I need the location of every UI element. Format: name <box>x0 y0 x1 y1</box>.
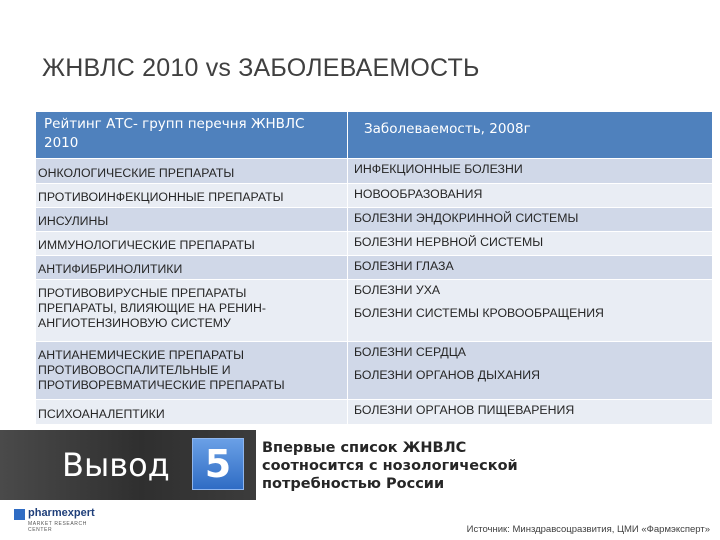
table-cell-right-line: БОЛЕЗНИ ГЛАЗА <box>354 259 454 273</box>
conclusion-label: Вывод <box>62 446 170 484</box>
table-cell-left: ПСИХОАНАЛЕПТИКИ <box>36 400 348 424</box>
table-cell-right-line: ИНФЕКЦИОННЫЕ БОЛЕЗНИ <box>354 162 523 176</box>
logo-subtitle: MARKET RESEARCH CENTER <box>28 521 87 533</box>
conclusion-number: 5 <box>192 438 244 490</box>
table-cell-right-line: БОЛЕЗНИ ОРГАНОВ ПИЩЕВАРЕНИЯ <box>354 403 575 417</box>
table-cell-right-line: БОЛЕЗНИ УХА <box>354 283 441 297</box>
table-row <box>36 207 712 231</box>
table-cell-right-line: НОВООБРАЗОВАНИЯ <box>354 187 483 201</box>
comparison-table <box>36 112 712 424</box>
header-left: Рейтинг АТС- групп перечня ЖНВЛС 2010 <box>36 112 348 158</box>
table-cell-right <box>348 400 712 424</box>
table-cell-right <box>348 342 712 399</box>
table-row <box>36 399 712 424</box>
logo-square-icon <box>14 509 25 520</box>
conclusion-text: Впервые список ЖНВЛС соотносится с нозологической потребностью России <box>262 440 518 492</box>
table-row <box>36 183 712 207</box>
table-cell-left: АНТИАНЕМИЧЕСКИЕ ПРЕПАРАТЫ ПРОТИВОВОСПАЛИТЕЛЬНЫЕ И ПРОТИВОРЕВМАТИЧЕСКИЕ ПРЕПАРАТЫ <box>36 342 348 399</box>
table-cell-left: ПРОТИВОИНФЕКЦИОННЫЕ ПРЕПАРАТЫ <box>36 184 348 207</box>
table-row <box>36 341 712 399</box>
table-cell-left: ОНКОЛОГИЧЕСКИЕ ПРЕПАРАТЫ <box>36 159 348 183</box>
table-cell-right-line: БОЛЕЗНИ СЕРДЦА <box>354 345 467 359</box>
pharmexpert-logo <box>14 508 104 534</box>
table-cell-right <box>348 208 712 231</box>
table-cell-right <box>348 159 712 183</box>
table-cell-right <box>348 280 712 341</box>
table-row <box>36 279 712 341</box>
table-cell-left: ИММУНОЛОГИЧЕСКИЕ ПРЕПАРАТЫ <box>36 232 348 255</box>
table-cell-right <box>348 232 712 255</box>
logo-name: pharmexpert <box>28 507 95 519</box>
table-row <box>36 231 712 255</box>
slide-title: ЖНВЛС 2010 vs ЗАБОЛЕВАЕМОСТЬ <box>42 54 480 82</box>
table-cell-right-line: БОЛЕЗНИ СИСТЕМЫ КРОВООБРАЩЕНИЯ <box>354 306 604 320</box>
conclusion-box <box>0 430 256 500</box>
header-right: Заболеваемость, 2008г <box>364 121 531 137</box>
table-cell-right-line: БОЛЕЗНИ НЕРВНОЙ СИСТЕМЫ <box>354 235 544 249</box>
table-cell-right-line: БОЛЕЗНИ ЭНДОКРИННОЙ СИСТЕМЫ <box>354 211 579 225</box>
table-cell-right <box>348 256 712 279</box>
table-cell-left: ИНСУЛИНЫ <box>36 208 348 231</box>
table-cell-left: ПРОТИВОВИРУСНЫЕ ПРЕПАРАТЫ ПРЕПАРАТЫ, ВЛИЯЮЩИЕ НА РЕНИН-АНГИОТЕНЗИНОВУЮ СИСТЕМУ <box>36 280 348 341</box>
table-header <box>36 112 712 158</box>
source-note: Источник: Минздравсоцразвития, ЦМИ «Фармэксперт» <box>466 524 710 535</box>
table-cell-right-line: БОЛЕЗНИ ОРГАНОВ ДЫХАНИЯ <box>354 368 541 382</box>
table-cell-left: АНТИФИБРИНОЛИТИКИ <box>36 256 348 279</box>
table-row <box>36 158 712 183</box>
table-row <box>36 255 712 279</box>
table-cell-right <box>348 184 712 207</box>
